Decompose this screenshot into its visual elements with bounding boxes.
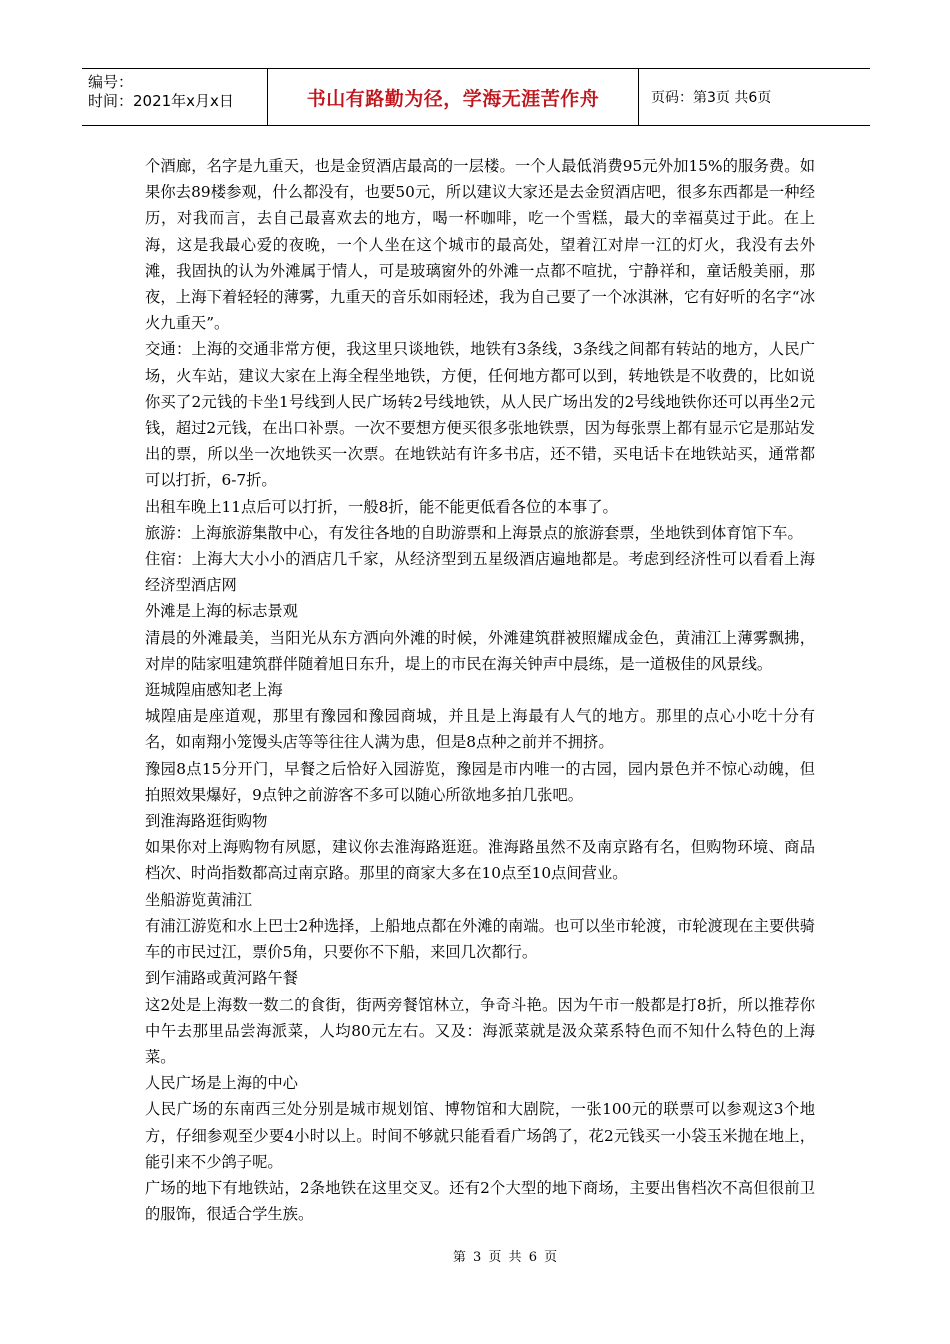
paragraph: 个酒廊，名字是九重天，也是金贸酒店最高的一层楼。一个人最低消费95元外加15%的服务费。如果你去89楼参观，什么都没有，也要50元，所以建议大家还是去金贸酒店吧，很多东西都是一种经历，对我而言，去自己最喜欢去的地方，喝一杯咖啡，吃一个雪糕，最大的幸福莫过于此。在上海，这是我最心爱的夜晚，一个人坐在这个城市的最高处，望着江对岸一江的灯火，我没有去外滩，我固执的认为外滩属于情人，可是玻璃窗外的外滩一点都不喧扰，宁静祥和，童话般美丽，那夜，上海下着轻轻的薄雾，九重天的音乐如雨轻述，我为自己要了一个冰淇淋，它有好听的名字“冰火九重天”。 <box>145 157 815 333</box>
document-number-label: 编号： <box>88 73 134 91</box>
paragraph: 这2处是上海数一数二的食街，街两旁餐馆林立，争奇斗艳。因为午市一般都是打8折，所以推荐你中午去那里品尝海派菜，人均80元左右。又及：海派菜就是汲众菜系特色而不知什么特色的上海菜。 <box>145 995 815 1066</box>
header-motto: 书山有路勤为径，学海无涯苦作舟 <box>268 69 639 125</box>
page-footer: 第 3 页 共 6 页 <box>452 1250 558 1265</box>
paragraph: 有浦江游览和水上巴士2种选择，上船地点都在外滩的南端。也可以坐市轮渡，市轮渡现在主要供骑车的市民过江，票价5角，只要你不下船，来回几次都行。 <box>145 916 815 962</box>
section-heading: 人民广场是上海的中心 <box>145 1074 298 1093</box>
paragraph: 广场的地下有地铁站，2条地铁在这里交叉。还有2个大型的地下商场，主要出售档次不高但很前卫的服饰，很适合学生族。 <box>145 1178 815 1224</box>
document-date: 时间：2021年x月x日 <box>88 92 234 110</box>
paragraph: 如果你对上海购物有夙愿，建议你去淮海路逛逛。淮海路虽然不及南京路有名，但购物环境、商品档次、时尚指数都高过南京路。那里的商家大多在10点至10点间营业。 <box>145 838 815 883</box>
paragraph: 清晨的外滩最美，当阳光从东方洒向外滩的时候，外滩建筑群被照耀成金色，黄浦江上薄雾飘拂，对岸的陆家咀建筑群伴随着旭日东升，堤上的市民在海关钟声中晨练，是一道极佳的风景线。 <box>145 628 815 673</box>
header-meta <box>82 69 268 125</box>
paragraph: 城隍庙是座道观，那里有豫园和豫园商城，并且是上海最有人气的地方。那里的点心小吃十分有名，如南翔小笼馒头店等等往往人满为患，但是8点种之前并不拥挤。 <box>145 707 815 752</box>
paragraph: 交通：上海的交通非常方便，我这里只谈地铁，地铁有3条线，3条线之间都有转站的地方，人民广场，火车站，建议大家在上海全程坐地铁，方便，任何地方都可以到，转地铁是不收费的，比如说你买了2元钱的卡坐1号线到人民广场转2号线地铁，从人民广场出发的2号线地铁你还可以再坐2元钱，超过2元钱，在出口补票。一次不要想方便买很多张地铁票，因为每张票上都有显示它是那站发出的票，所以坐一次地铁买一次票。在地铁站有许多书店，还不错，买电话卡在地铁站买，通常都可以打折，6-7折。 <box>145 340 815 490</box>
header-page-indicator: 页码：第3页 共6页 <box>651 90 772 106</box>
section-heading: 外滩是上海的标志景观 <box>145 602 298 621</box>
page-header <box>82 68 870 126</box>
paragraph: 豫园8点15分开门，早餐之后恰好入园游览，豫园是市内唯一的古园，园内景色并不惊心动魄，但拍照效果爆好，9点钟之前游客不多可以随心所欲地多拍几张吧。 <box>145 759 815 804</box>
section-heading: 逛城隍庙感知老上海 <box>145 681 283 700</box>
paragraph: 出租车晚上11点后可以打折，一般8折，能不能更低看各位的本事了。 <box>145 497 618 516</box>
section-heading: 到乍浦路或黄河路午餐 <box>145 969 298 988</box>
paragraph: 住宿：上海大大小小的酒店几千家，从经济型到五星级酒店遍地都是。考虑到经济性可以看看上海经济型酒店网 <box>145 550 815 595</box>
section-heading: 坐船游览黄浦江 <box>145 890 253 909</box>
document-body <box>145 153 815 1227</box>
paragraph: 人民广场的东南西三处分别是城市规划馆、博物馆和大剧院，一张100元的联票可以参观这3个地方，仔细参观至少要4小时以上。时间不够就只能看看广场鸽了，花2元钱买一小袋玉米抛在地上，能引来不少鸽子呢。 <box>145 1100 815 1171</box>
paragraph: 旅游：上海旅游集散中心，有发往各地的自助游票和上海景点的旅游套票，坐地铁到体育馆下车。 <box>145 523 803 542</box>
section-heading: 到淮海路逛街购物 <box>145 812 268 831</box>
